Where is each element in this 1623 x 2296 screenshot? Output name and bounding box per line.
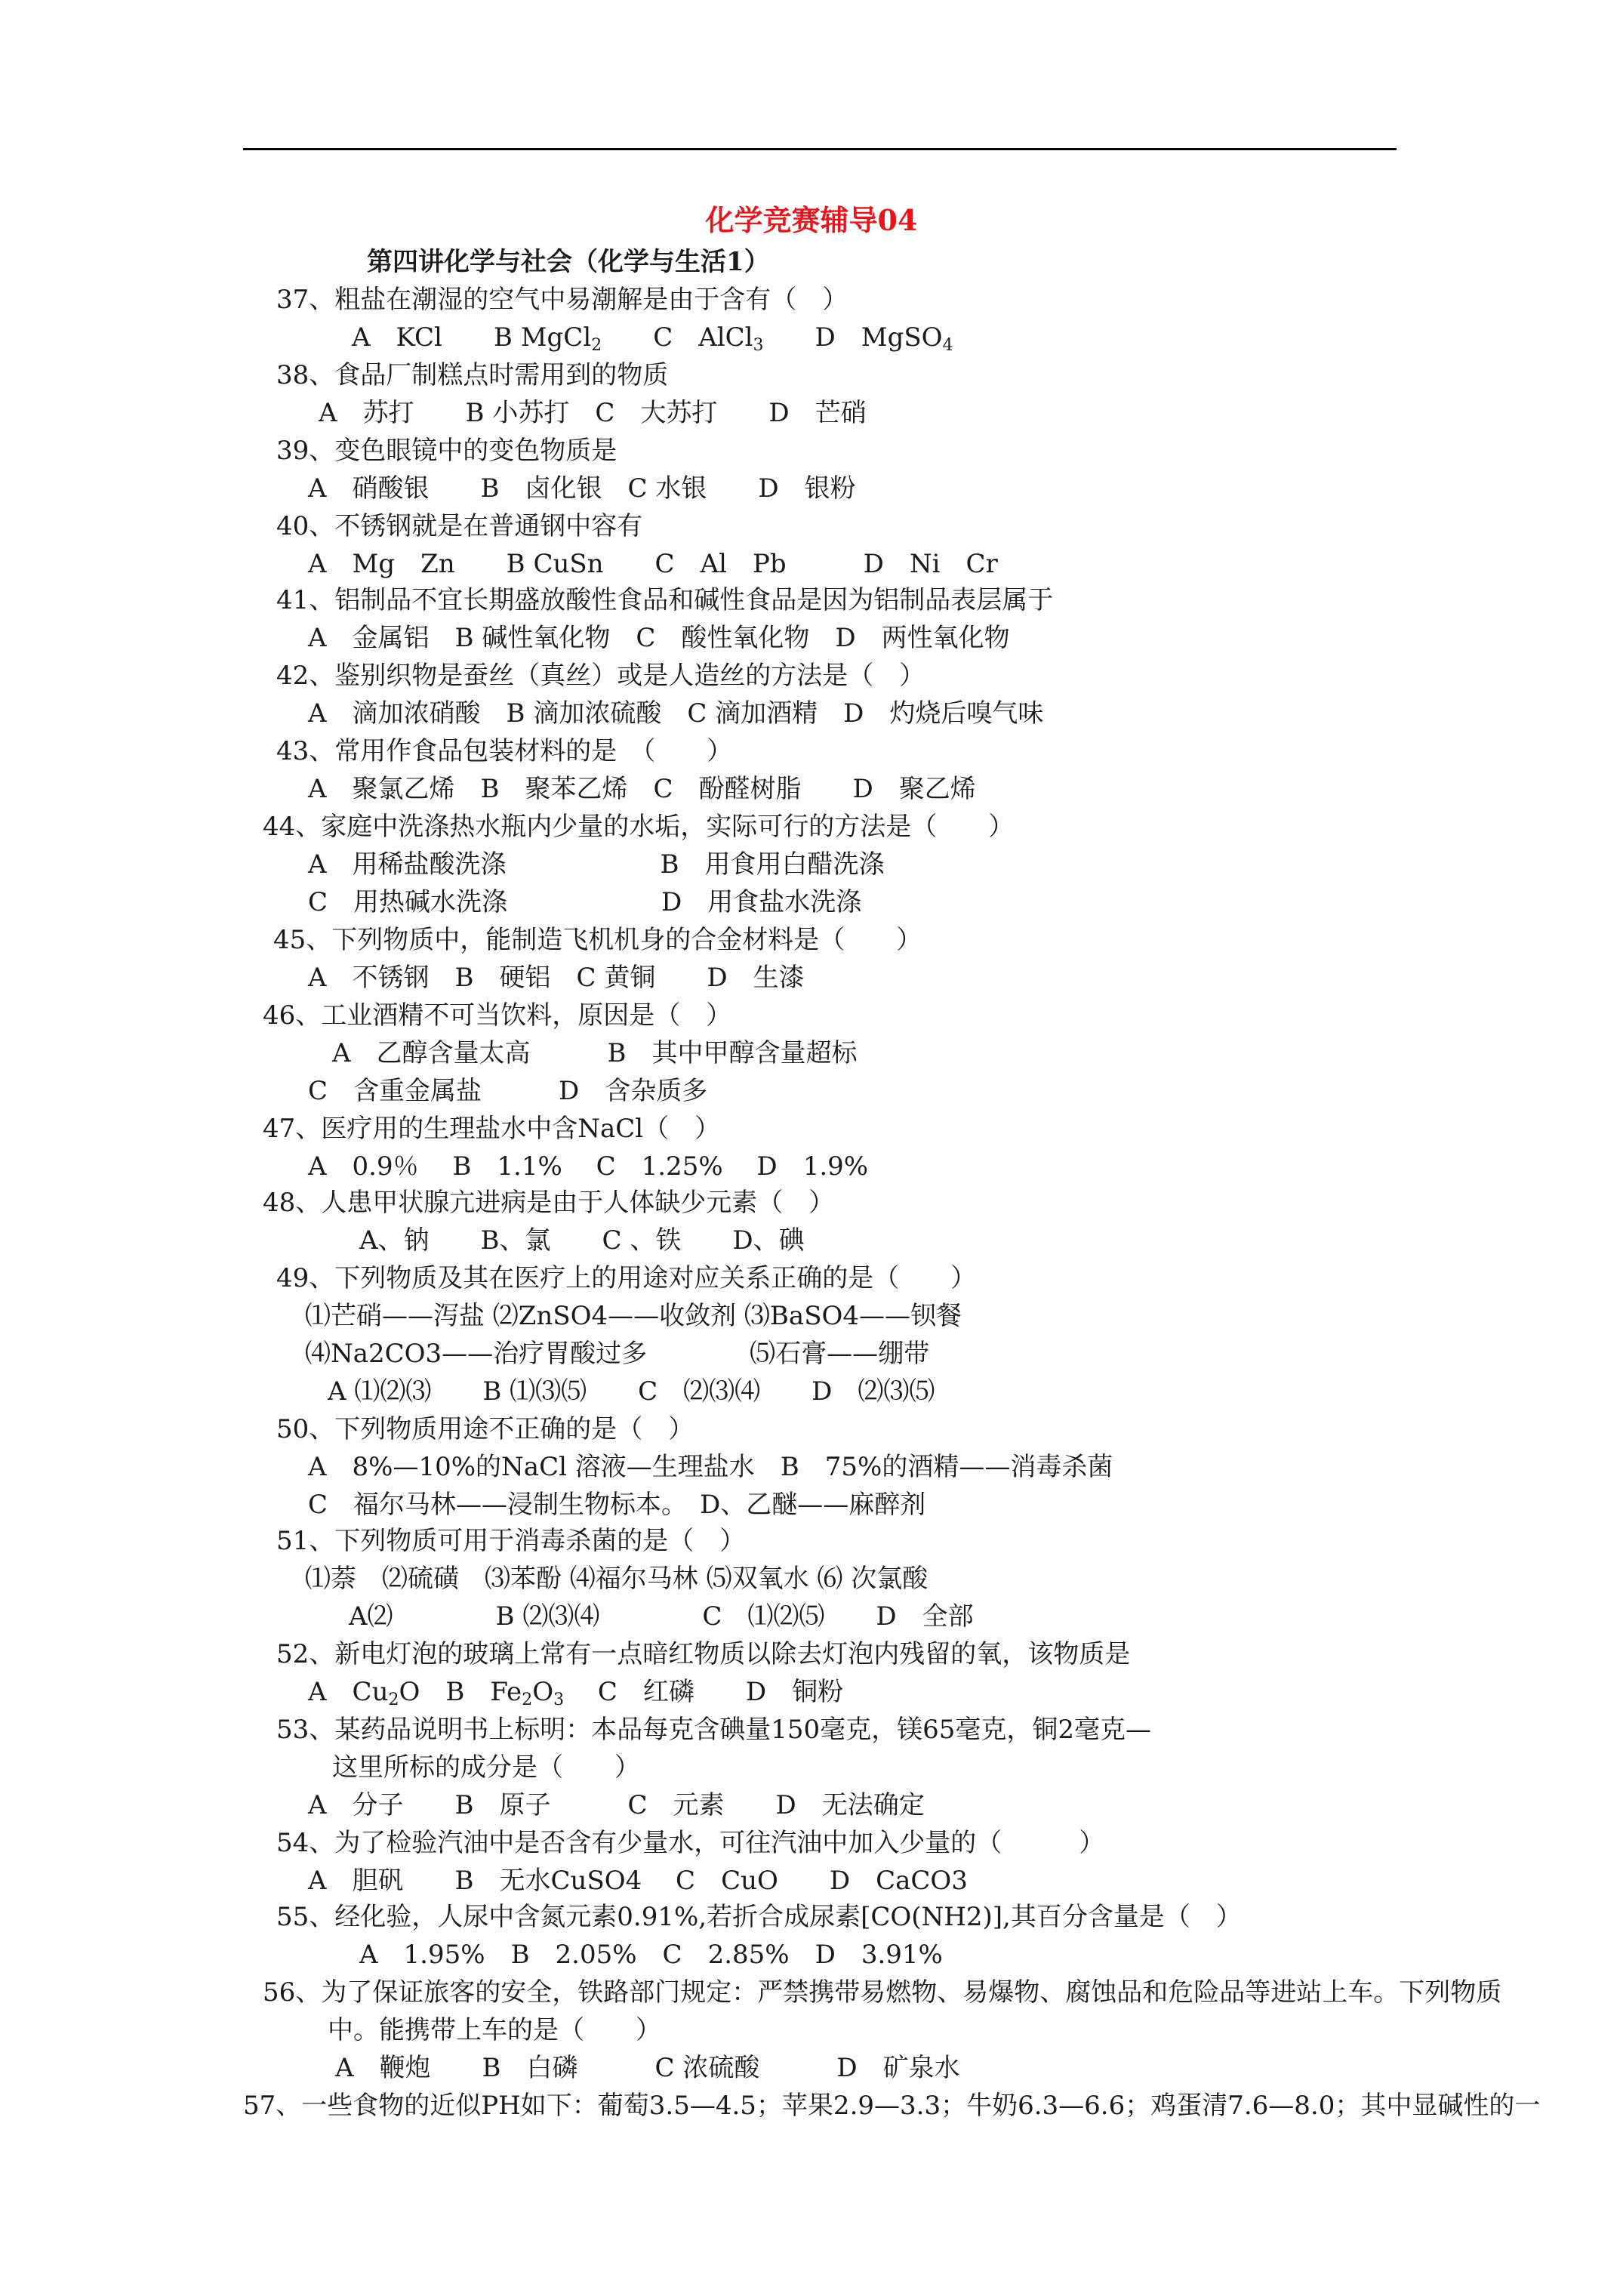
question-line: A 金属铝 B 碱性氧化物 C 酸性氧化物 D 两性氧化物 (308, 623, 1010, 653)
question-line: 41、铝制品不宜长期盛放酸性食品和碱性食品是因为铝制品表层属于 (276, 585, 1054, 615)
question-line (352, 319, 953, 356)
question-line: A 分子 B 原子 C 元素 D 无法确定 (308, 1790, 925, 1820)
question-line: A ⑴⑵⑶ B ⑴⑶⑸ C ⑵⑶⑷ D ⑵⑶⑸ (328, 1376, 935, 1407)
question-line: A 不锈钢 B 硬铝 C 黄铜 D 生漆 (308, 963, 805, 993)
question-line: 中。能携带上车的是（ ） (328, 2015, 661, 2045)
question-line: 52、新电灯泡的玻璃上常有一点暗红物质以除去灯泡内残留的氧，该物质是 (276, 1639, 1131, 1669)
question-line: 55、经化验，人尿中含氮元素0.91%,若折合成尿素[CO(NH2)],其百分含量是（ ） (276, 1902, 1242, 1932)
question-line: 50、下列物质用途不正确的是（ ） (276, 1414, 694, 1444)
question-line: A 苏打 B 小苏打 C 大苏打 D 芒硝 (319, 398, 867, 428)
question-line: 48、人患甲状腺亢进病是由于人体缺少元素（ ） (263, 1188, 835, 1218)
question-line: 49、下列物质及其在医疗上的用途对应关系正确的是（ ） (276, 1263, 977, 1293)
header-rule (243, 148, 1397, 150)
question-line: 53、某药品说明书上标明：本品每克含碘量150毫克，镁65毫克，铜2毫克— (276, 1715, 1152, 1745)
question-line: A 用稀盐酸洗涤 B 用食用白醋洗涤 (308, 849, 885, 880)
question-line: 44、家庭中洗涤热水瓶内少量的水垢，实际可行的方法是（ ） (263, 812, 1015, 842)
question-line: 45、下列物质中，能制造飞机机身的合金材料是（ ） (273, 925, 922, 955)
subscript: 2 (388, 1690, 399, 1709)
question-line: A⑵ B ⑵⑶⑷ C ⑴⑵⑸ D 全部 (349, 1601, 974, 1632)
subscript: 3 (553, 1690, 565, 1709)
question-line: A 聚氯乙烯 B 聚苯乙烯 C 酚醛树脂 D 聚乙烯 (308, 774, 976, 804)
text-fragment: O B Fe (399, 1677, 522, 1707)
question-line: A 8%—10%的NaCl 溶液—生理盐水 B 75%的酒精——消毒杀菌 (308, 1452, 1113, 1482)
subscript: 3 (753, 336, 764, 355)
text-fragment: C AlCl (602, 322, 753, 353)
question-line: A 硝酸银 B 卤化银 C 水银 D 银粉 (308, 473, 856, 504)
question-line: 56、为了保证旅客的安全，铁路部门规定：严禁携带易燃物、易爆物、腐蚀品和危险品等进站上车。下列物质 (263, 1977, 1502, 2008)
question-line: A 胆矾 B 无水CuSO4 C CuO D CaCO3 (308, 1866, 968, 1896)
text-fragment: C 红磷 D 铜粉 (564, 1677, 844, 1707)
question-line: C 用热碱水洗涤 D 用食盐水洗涤 (308, 887, 862, 917)
question-line: 39、变色眼镜中的变色物质是 (276, 436, 617, 466)
question-line: 42、鉴别织物是蚕丝（真丝）或是人造丝的方法是（ ） (276, 661, 925, 691)
question-line: A、钠 B、氯 C 、铁 D、碘 (359, 1225, 805, 1256)
question-line: 这里所标的成分是（ ） (332, 1752, 640, 1783)
question-line: 38、食品厂制糕点时需用到的物质 (276, 360, 669, 390)
subscript: 2 (591, 336, 602, 355)
lecture-subtitle: 第四讲化学与社会（化学与生活1） (367, 247, 770, 277)
text-fragment: A Cu (308, 1677, 389, 1707)
question-line: A 滴加浓硝酸 B 滴加浓硫酸 C 滴加酒精 D 灼烧后嗅气味 (308, 698, 1044, 729)
question-line: A Mg Zn B CuSn C Al Pb D Ni Cr (308, 549, 998, 579)
question-line: C 福尔马林——浸制生物标本。 D、乙醚——麻醉剂 (308, 1490, 926, 1520)
question-line: 54、为了检验汽油中是否含有少量水，可往汽油中加入少量的（ ） (276, 1828, 1105, 1858)
question-line: A 鞭炮 B 白磷 C 浓硫酸 D 矿泉水 (335, 2053, 960, 2083)
page-title: 化学竞赛辅导04 (705, 203, 918, 237)
question-line: ⑴芒硝——泻盐 ⑵ZnSO4——收敛剂 ⑶BaSO4——钡餐 (305, 1301, 962, 1331)
question-line: A 0.9％ B 1.1% C 1.25% D 1.9% (308, 1151, 869, 1182)
text-fragment: D MgSO (763, 322, 943, 353)
question-line: 51、下列物质可用于消毒杀菌的是（ ） (276, 1526, 746, 1556)
question-line: A 乙醇含量太高 B 其中甲醇含量超标 (332, 1038, 858, 1068)
question-line: ⑷Na2CO3——治疗胃酸过多 ⑸石膏——绷带 (305, 1339, 930, 1369)
question-line: ⑴萘 ⑵硫磺 ⑶苯酚 ⑷福尔马林 ⑸双氧水 ⑹ 次氯酸 (305, 1564, 929, 1594)
question-line: A 1.95% B 2.05% C 2.85% D 3.91% (359, 1940, 943, 1970)
text-fragment: O (532, 1677, 554, 1707)
question-line: C 含重金属盐 D 含杂质多 (308, 1076, 708, 1106)
text-fragment: A KCl B MgCl (352, 322, 592, 353)
question-line: 43、常用作食品包装材料的是 （ ） (276, 736, 733, 766)
question-line (308, 1673, 843, 1711)
question-line: 37、粗盐在潮湿的空气中易潮解是由于含有（ ） (276, 285, 848, 315)
question-line: 47、医疗用的生理盐水中含NaCl（ ） (263, 1114, 721, 1144)
subscript: 4 (942, 336, 953, 355)
question-line: 57、一些食物的近似PH如下：葡萄3.5—4.5；苹果2.9—3.3；牛奶6.3—6.6；鸡蛋清7.6—8.0；其中显碱性的一 (243, 2091, 1541, 2121)
question-line: 46、工业酒精不可当饮料，原因是（ ） (263, 1000, 732, 1031)
subscript: 2 (522, 1690, 533, 1709)
question-line: 40、不锈钢就是在普通钢中容有 (276, 511, 643, 541)
